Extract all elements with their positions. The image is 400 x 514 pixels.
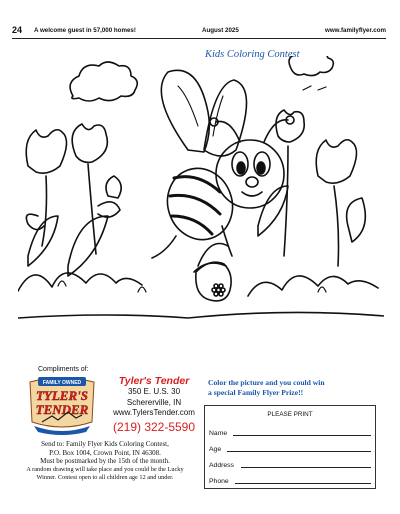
- name-field[interactable]: [209, 428, 371, 437]
- send-line-4: A random drawing will take place and you could be the Lucky: [26, 465, 184, 473]
- bee-head: [216, 140, 284, 208]
- header-divider: [12, 38, 386, 39]
- address-label: Address: [209, 462, 234, 469]
- phone-label: Phone: [209, 478, 229, 485]
- name-line[interactable]: [233, 435, 371, 436]
- bee-body: [158, 159, 243, 249]
- sponsor-address-line-1: 350 E. U.S. 30: [127, 387, 181, 396]
- sponsor-phone: (219) 322-5590: [112, 419, 196, 434]
- name-label: Name: [209, 430, 228, 437]
- bee-wing-left: [161, 70, 209, 152]
- flowers-right: [258, 110, 365, 266]
- age-label: Age: [209, 446, 222, 453]
- coloring-illustration: [18, 56, 384, 356]
- send-line-5: Winner. Contest open to all children age 12 and under.: [36, 474, 174, 481]
- send-line-2: P.O. Box 1004, Crown Point, IN 46308.: [49, 448, 161, 457]
- logo-ribbon-text: FAMILY OWNED: [42, 380, 82, 386]
- age-line[interactable]: [227, 451, 371, 452]
- send-line-3: Must be postmarked by the 15th of the month.: [40, 457, 170, 465]
- promo-text: [208, 378, 380, 398]
- sponsor-address-line-2: Schererville, IN: [126, 397, 182, 407]
- sponsor-info: [104, 375, 204, 434]
- address-line[interactable]: [241, 467, 371, 468]
- age-field[interactable]: [209, 444, 371, 453]
- sponsor-website[interactable]: www.TylersTender.com: [113, 408, 195, 417]
- entry-form-header: PLEASE PRINT: [267, 411, 313, 418]
- logo-text-2: TENDER: [35, 402, 89, 417]
- page-number: 24: [12, 25, 23, 35]
- cloud-right: [289, 56, 333, 76]
- bee-wing-right: [204, 80, 247, 156]
- send-line-1: Send to: Family Flyer Kids Coloring Contest,: [41, 440, 169, 448]
- logo-text-1: TYLER'S: [35, 388, 89, 403]
- sponsor-logo: [24, 374, 100, 436]
- sponsor-name: Tyler's Tender: [118, 375, 190, 387]
- promo-line-2: a special Family Flyer Prize!!: [208, 388, 304, 397]
- phone-line[interactable]: [235, 483, 371, 484]
- header-tagline: A welcome guest in 57,000 homes!: [34, 27, 136, 34]
- promo-line-1: Color the picture and you could win: [208, 378, 325, 387]
- send-instructions: [12, 440, 198, 483]
- phone-field[interactable]: [209, 476, 371, 485]
- compliments-label: Compliments of:: [38, 366, 89, 373]
- flowers-left: [26, 124, 121, 276]
- entry-form: [204, 405, 376, 489]
- cloud-left: [70, 62, 137, 101]
- header-website: www.familyflyer.com: [325, 27, 386, 34]
- header-date: August 2025: [202, 27, 239, 34]
- address-field[interactable]: [209, 460, 371, 469]
- contest-title: Kids Coloring Contest: [205, 49, 300, 60]
